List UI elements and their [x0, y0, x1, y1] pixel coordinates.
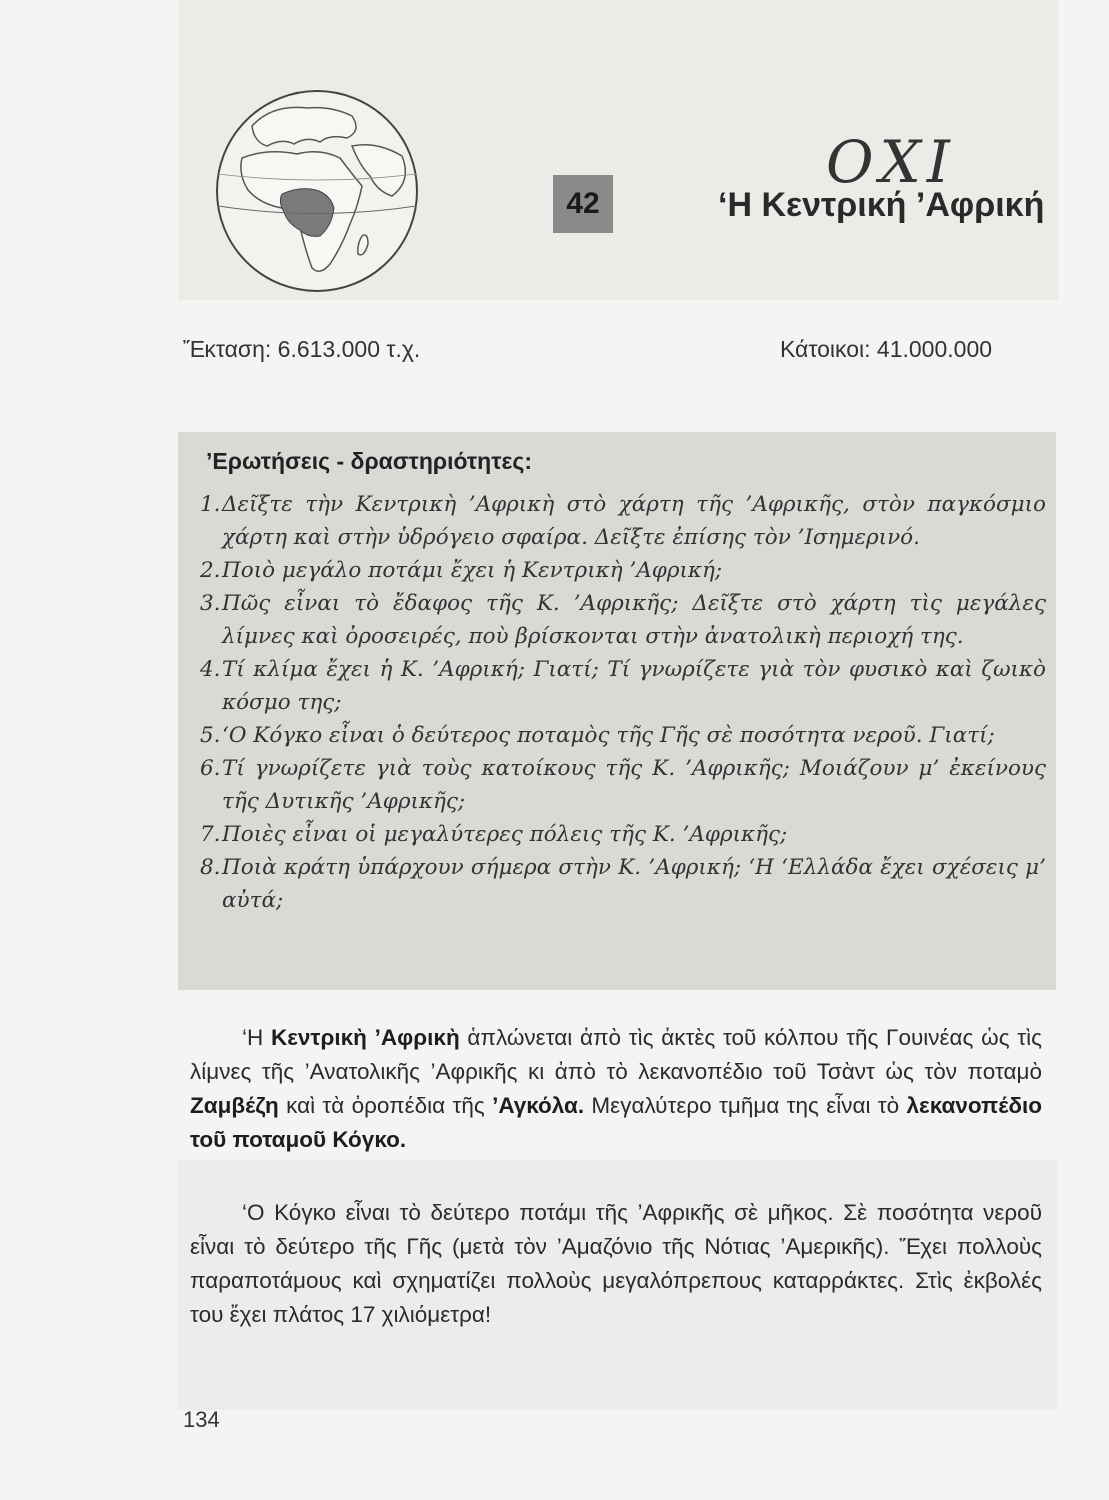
question-number: 6. [200, 756, 221, 781]
text-run: καὶ τὰ ὀροπέδια τῆς [278, 1093, 493, 1118]
question-text: Πῶς εἶναι τὸ ἔδαφος τῆς Κ. ’Αφρικῆς; Δεῖξτε στὸ χάρτη τὶς μεγάλες λίμνες καὶ ὀροσειρές, ποὺ βρίσκονται στὴν ἀνατολικὴ περιοχή της. [222, 591, 1046, 649]
handwritten-note: ΟΧΙ [826, 128, 956, 196]
question-number: 5. [200, 723, 221, 748]
population-stat: Κάτοικοι: 41.000.000 [780, 336, 993, 362]
question-text: Ποιὸ μεγάλο ποτάμι ἔχει ἡ Κεντρικὴ ’Αφρική; [222, 558, 723, 583]
question-number: 3. [200, 591, 221, 616]
bold-term: λεκανοπέδιο τοῦ ποταμοῦ Κόγκο. [190, 1093, 1042, 1152]
question-item [200, 752, 1046, 818]
question-text: Τί γνωρίζετε γιὰ τοὺς κατοίκους τῆς Κ. ’Αφρικῆς; Μοιάζουν μ’ ἐκείνους τῆς Δυτικῆς ’Αφρικῆς; [222, 756, 1046, 814]
bold-term: Ζαμβέζη [190, 1093, 279, 1118]
question-item [200, 818, 1046, 851]
question-item [200, 488, 1046, 554]
question-number: 7. [200, 822, 221, 847]
question-text: Τί κλίμα ἔχει ἡ Κ. ’Αφρική; Γιατί; Τί γνωρίζετε γιὰ τὸν φυσικὸ καὶ ζωικὸ κόσμο της; [222, 657, 1046, 715]
text-run: ‘Η [242, 1025, 271, 1050]
questions-list [200, 488, 1046, 917]
question-item [200, 653, 1046, 719]
question-item [200, 587, 1046, 653]
bold-term: ’Αγκόλα. [492, 1093, 585, 1118]
lesson-number-badge: 42 [553, 175, 613, 233]
question-item [200, 719, 1046, 752]
area-stat: Ἔκταση: 6.613.000 τ.χ. [183, 336, 421, 362]
page-title: ‘Η Κεντρική ’Αφρική [718, 186, 1045, 224]
question-number: 4. [200, 657, 221, 682]
page-number: 134 [183, 1407, 220, 1432]
text-run: ἁπλώνεται ἀπὸ τὶς ἀκτὲς τοῦ κόλπου τῆς Γουινέας ὡς τὶς λίμνες τῆς ’Ανατολικῆς ’Αφρικῆς κι ἀπὸ τὸ λεκανοπέδιο τοῦ Τσὰντ ὡς τὸν ποταμὸ [190, 1025, 1042, 1084]
question-number: 2. [200, 558, 221, 583]
body-paragraph-1 [190, 1021, 1042, 1157]
question-text: Ποιὰ κράτη ὑπάρχουν σήμερα στὴν Κ. ’Αφρική; ‘Η ‘Ελλάδα ἔχει σχέσεις μ’ αὐτά; [222, 855, 1046, 913]
question-text: Δεῖξτε τὴν Κεντρικὴ ’Αφρικὴ στὸ χάρτη τῆς ’Αφρικῆς, στὸν παγκόσμιο χάρτη καὶ στὴν ὑδρόγειο σφαίρα. Δεῖξτε ἐπίσης τὸν ’Ισημερινό. [222, 492, 1046, 550]
question-item [200, 851, 1046, 917]
question-number: 8. [200, 855, 221, 880]
bold-term: Κεντρικὴ ’Αφρικὴ [270, 1025, 460, 1050]
question-text: ‘Ο Κόγκο εἶναι ὁ δεύτερος ποταμὸς τῆς Γῆς σὲ ποσότητα νεροῦ. Γιατί; [222, 723, 995, 748]
questions-title: ’Ερωτήσεις - δραστηριότητες: [206, 448, 533, 474]
globe-africa-illustration [212, 86, 422, 296]
question-text: Ποιὲς εἶναι οἱ μεγαλύτερες πόλεις τῆς Κ. ’Αφρικῆς; [222, 822, 788, 847]
text-run: Μεγαλύτερο τμῆμα της εἶναι τὸ [584, 1093, 907, 1118]
body-paragraph-2: ‘Ο Κόγκο εἶναι τὸ δεύτερο ποτάμι τῆς ’Αφρικῆς σὲ μῆκος. Σὲ ποσότητα νεροῦ εἶναι τὸ δεύτερο τῆς Γῆς (μετὰ τὸν ’Αμαζόνιο τῆς Νότιας ’Αμερικῆς). Ἔχει πολλοὺς παραποτάμους καὶ σχηματίζει πολλοὺς μεγαλόπρεπους καταρράκτες. Στὶς ἐκβολές του ἔχει πλάτος 17 χιλιόμετρα! [190, 1200, 1042, 1327]
question-item [200, 554, 1046, 587]
question-number: 1. [200, 492, 221, 517]
